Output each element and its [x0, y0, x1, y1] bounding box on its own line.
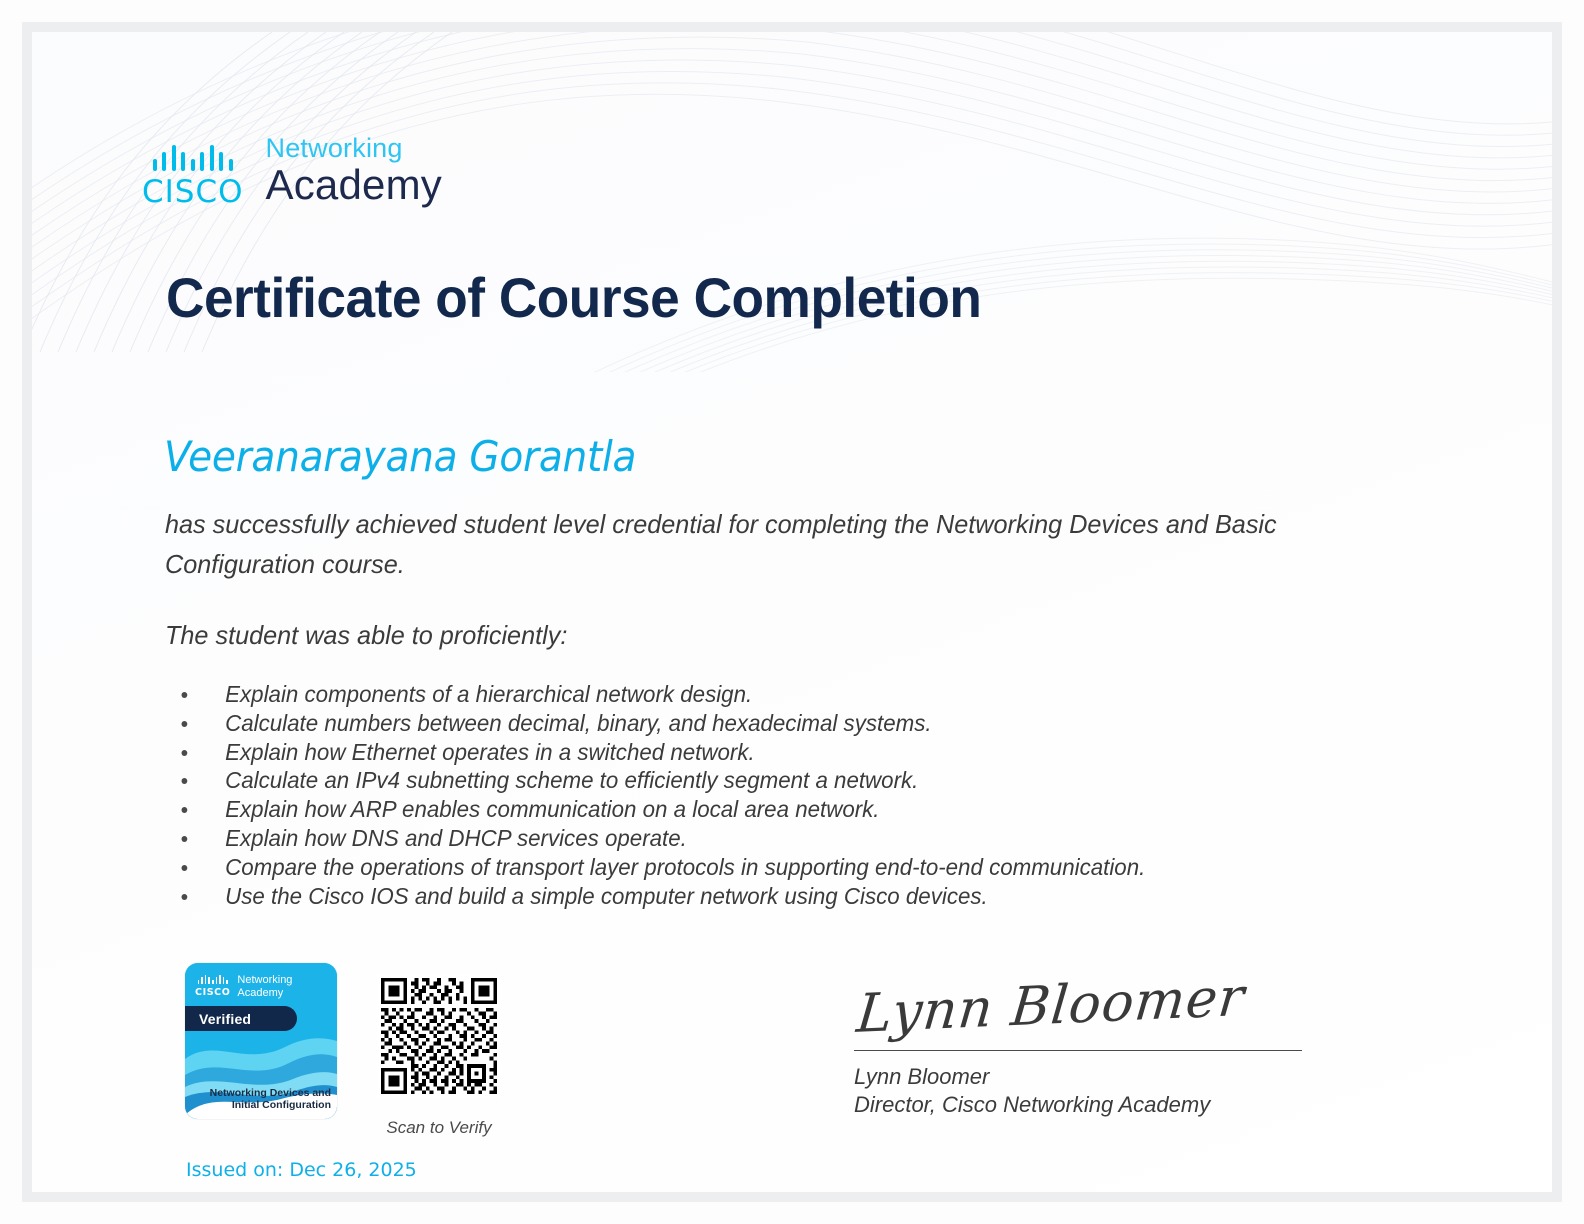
achievement-statement: has successfully achieved student level credential for completing the Networking Devices and Basic Configuration course. — [165, 509, 1277, 579]
proficiency-heading: The student was able to proficiently: — [165, 620, 568, 650]
verification-qr-block — [377, 974, 501, 1138]
list-item: Explain components of a hierarchical network design. — [165, 680, 1397, 709]
signatory-name: Lynn Bloomer — [854, 1064, 990, 1089]
list-item: Explain how Ethernet operates in a switched network. — [165, 738, 1397, 767]
badge-course-name — [210, 1087, 331, 1112]
list-item: Use the Cisco IOS and build a simple computer network using Cisco devices. — [165, 882, 1397, 911]
badge-networking-text: Networking — [237, 974, 293, 987]
issue-date: Issued on: Dec 26, 2025 — [186, 1159, 417, 1181]
list-item: Calculate an IPv4 subnetting scheme to efficiently segment a network. — [165, 766, 1397, 795]
badge-header — [185, 963, 337, 1003]
handwritten-signature: Lynn Bloomer — [854, 966, 1248, 1045]
recipient-name: Veeranarayana Gorantla — [164, 432, 637, 481]
list-item: Explain how ARP enables communication on a local area network. — [165, 795, 1397, 824]
cisco-logo — [142, 141, 244, 208]
certificate-inner — [32, 32, 1552, 1192]
cisco-networking-academy-logo — [142, 135, 442, 208]
badge-cisco-bridge-icon — [198, 975, 228, 984]
signature-line — [854, 1050, 1302, 1051]
verified-badge — [185, 963, 337, 1119]
cisco-bridge-icon — [153, 141, 233, 171]
status-badge-label: Verified — [199, 1010, 252, 1027]
signatory-info — [854, 1063, 1304, 1119]
signature-block — [854, 966, 1304, 1119]
list-item: Calculate numbers between decimal, binary, and hexadecimal systems. — [165, 709, 1397, 738]
badge-course-line2: Initial Configuration — [231, 1099, 331, 1112]
qr-code[interactable] — [377, 974, 501, 1098]
badge-cisco-wordmark: CISCO — [195, 986, 231, 998]
status-badge — [185, 1006, 297, 1031]
badge-academy-text: Academy — [237, 986, 284, 999]
certificate-frame — [22, 22, 1562, 1202]
signatory-role: Director, Cisco Networking Academy — [854, 1092, 1211, 1118]
certificate-content — [32, 32, 1552, 1192]
networking-academy-wordmark — [266, 135, 442, 208]
academy-text: Academy — [265, 161, 442, 208]
list-item: Explain how DNS and DHCP services operate. — [165, 824, 1397, 853]
cisco-wordmark: CISCO — [142, 174, 244, 210]
skills-list — [165, 680, 1435, 910]
networking-text: Networking — [265, 133, 403, 163]
badge-academy-wordmark — [237, 974, 292, 999]
list-item: Compare the operations of transport layer protocols in supporting end-to-end communication. — [165, 853, 1397, 882]
qr-caption: Scan to Verify — [386, 1118, 492, 1137]
page-title: Certificate of Course Completion — [166, 266, 982, 329]
badge-course-line1: Networking Devices and — [209, 1086, 331, 1099]
